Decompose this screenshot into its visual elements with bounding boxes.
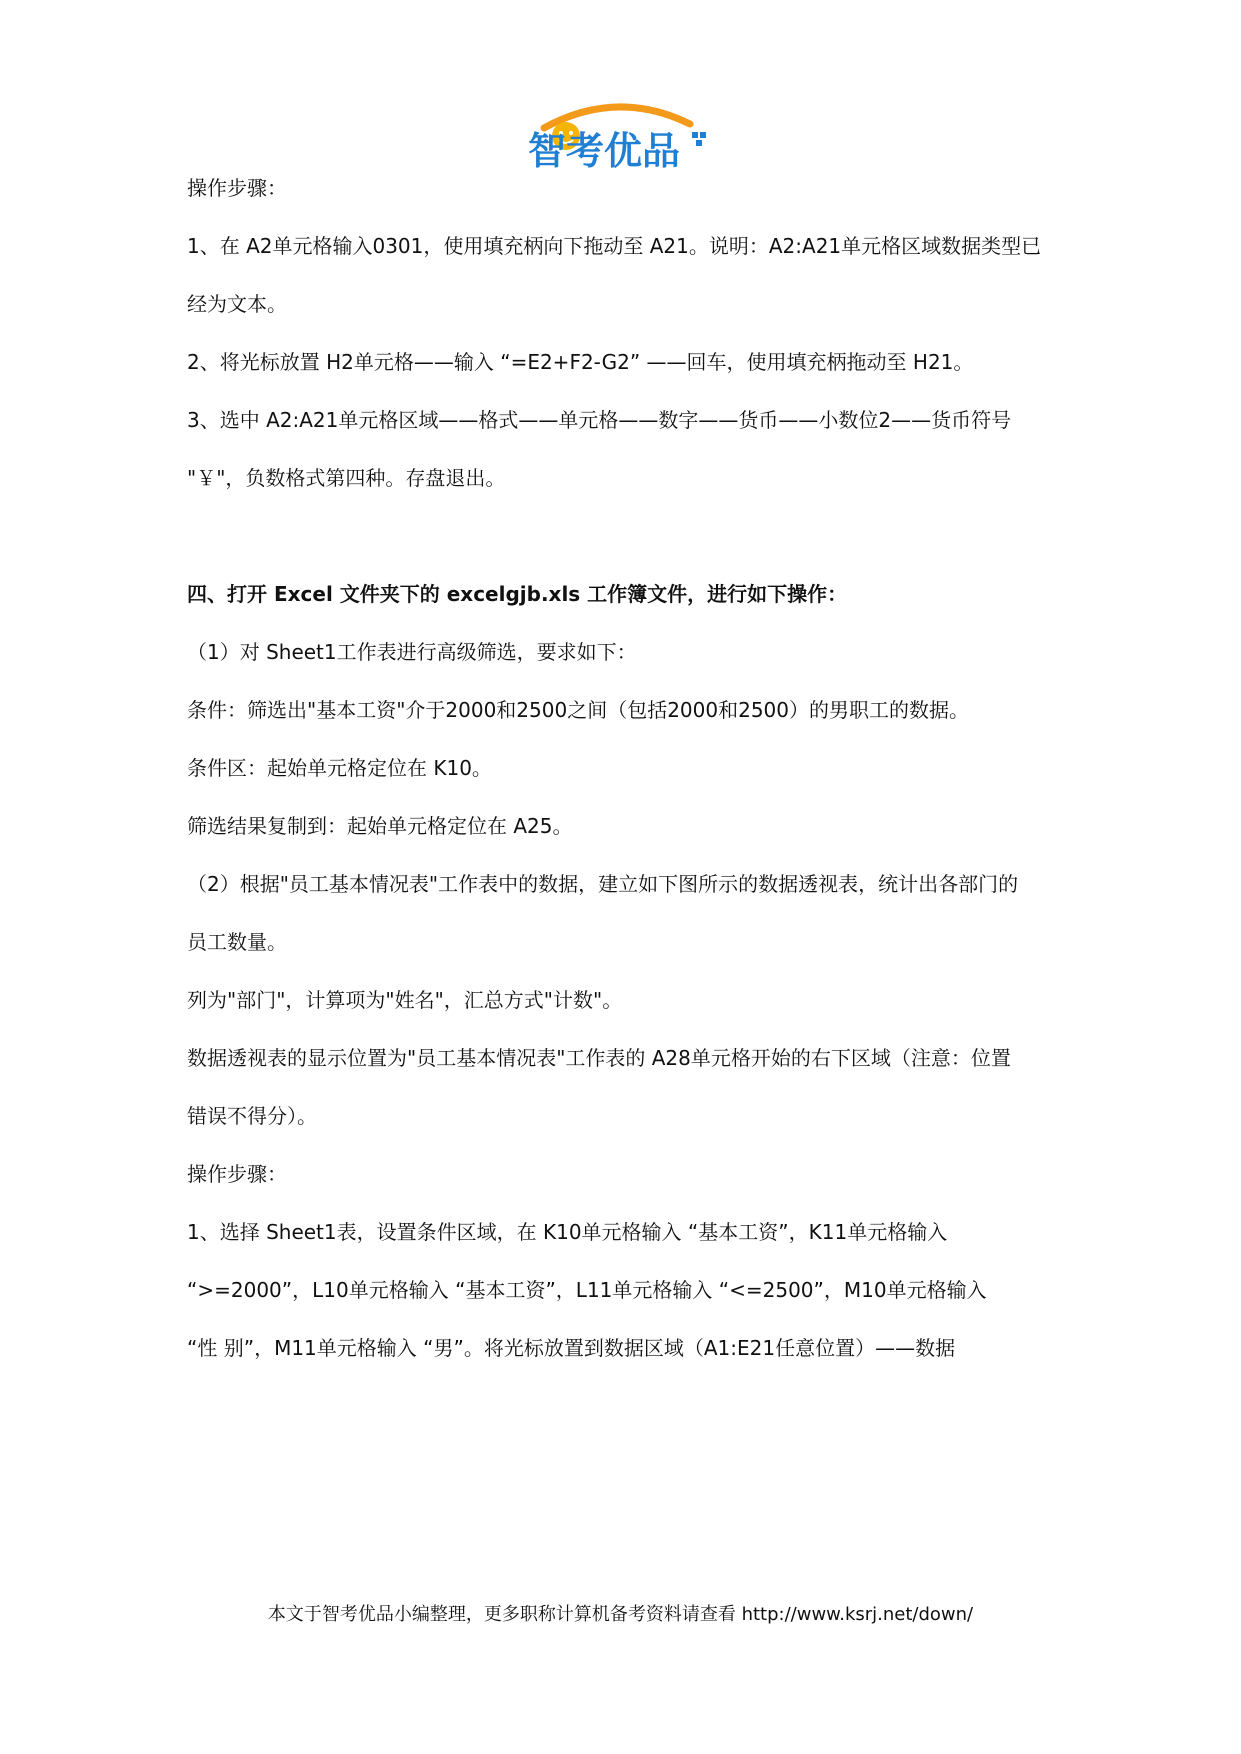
logo-text: 智考优品 bbox=[528, 129, 681, 172]
task-2-intro-line-2: 员工数量。 bbox=[187, 930, 287, 954]
task-1-condition: 条件：筛选出"基本工资"介于2000和2500之间（包括2000和2500）的男职工的数据。 bbox=[187, 698, 969, 722]
task-1-criteria-range: 条件区：起始单元格定位在 K10。 bbox=[187, 756, 492, 780]
steps-heading-1: 操作步骤： bbox=[187, 176, 287, 200]
task-1-intro: （1）对 Sheet1工作表进行高级筛选，要求如下： bbox=[187, 640, 637, 664]
step-3-line-1: 3、选中 A2:A21单元格区域——格式——单元格——数字——货币——小数位2——货币符号 bbox=[187, 408, 1012, 432]
page-footer: 本文于智考优品小编整理，更多职称计算机备考资料请查看 http://www.ksrj.net/down/ bbox=[267, 1604, 974, 1625]
task-2-fields: 列为"部门"，计算项为"姓名"，汇总方式"计数"。 bbox=[187, 988, 623, 1012]
task-2-location-line-2: 错误不得分）。 bbox=[187, 1104, 317, 1128]
step-3-line-2: "￥"，负数格式第四种。存盘退出。 bbox=[187, 466, 506, 490]
step-b1-line-1: 1、选择 Sheet1表，设置条件区域，在 K10单元格输入 “基本工资”，K11单元格输入 bbox=[187, 1220, 948, 1244]
section-four-heading: 四、打开 Excel 文件夹下的 excelgjb.xls 工作簿文件，进行如下操作： bbox=[187, 582, 848, 606]
task-1-copy-to: 筛选结果复制到：起始单元格定位在 A25。 bbox=[187, 814, 573, 838]
steps-heading-2: 操作步骤： bbox=[187, 1162, 287, 1186]
step-2: 2、将光标放置 H2单元格——输入 “=E2+F2-G2” ——回车，使用填充柄拖动至 H21。 bbox=[187, 350, 974, 374]
task-2-location-line-1: 数据透视表的显示位置为"员工基本情况表"工作表的 A28单元格开始的右下区域（注意：位置 bbox=[187, 1046, 1011, 1070]
task-2-intro-line-1: （2）根据"员工基本情况表"工作表中的数据，建立如下图所示的数据透视表，统计出各部门的 bbox=[187, 872, 1019, 896]
brand-logo bbox=[522, 98, 722, 172]
step-b1-line-3: “性 别”，M11单元格输入 “男”。将光标放置到数据区域（A1:E21任意位置）——数据 bbox=[187, 1336, 956, 1360]
step-1-line-2: 经为文本。 bbox=[187, 292, 287, 316]
step-1-line-1: 1、在 A2单元格输入0301，使用填充柄向下拖动至 A21。说明：A2:A21单元格区域数据类型已 bbox=[187, 234, 1042, 258]
step-b1-line-2: “>=2000”，L10单元格输入 “基本工资”，L11单元格输入 “<=2500”，M10单元格输入 bbox=[187, 1278, 987, 1302]
